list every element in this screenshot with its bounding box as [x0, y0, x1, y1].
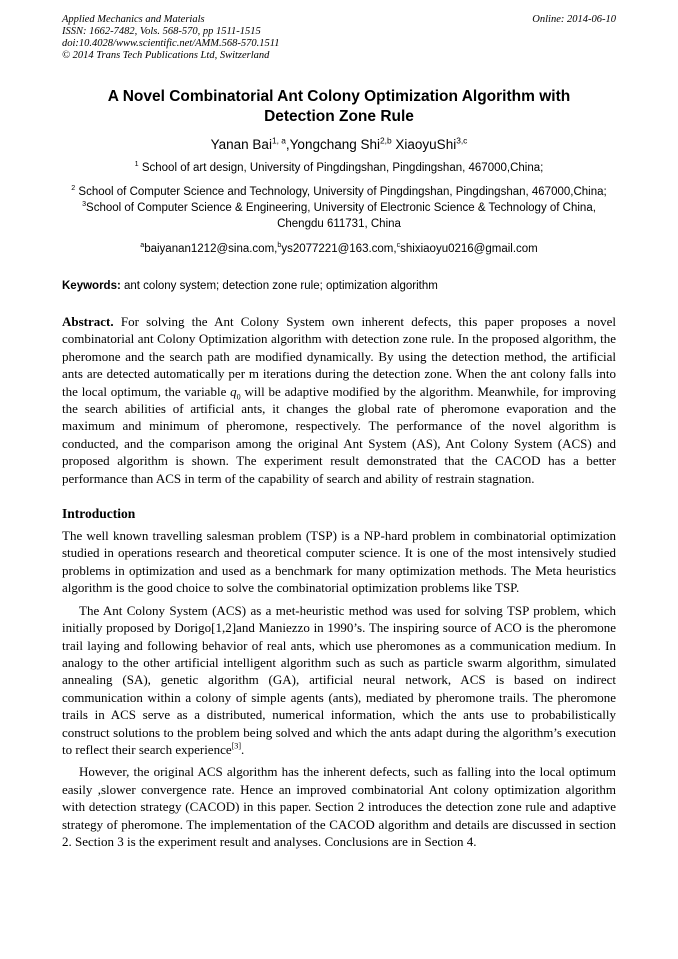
journal-name: Applied Mechanics and Materials [62, 14, 205, 25]
doi-line: doi:10.4028/www.scientific.net/AMM.568-570.1511 [62, 38, 280, 49]
issn-line: ISSN: 1662-7482, Vols. 568-570, pp 1511-1515 [62, 26, 261, 37]
copyright-line: © 2014 Trans Tech Publications Ltd, Switzerland [62, 50, 270, 61]
intro-paragraph-3: However, the original ACS algorithm has the inherent defects, such as falling into the local optimum easily ,slower convergence rate. Hence an improved combinatorial Ant colony optimization algorithm with detection strategy (CACOD) in this paper. Section 2 introduces the detection zone rule and adaptive strategy of pheromone. The implementation of the CACOD algorithm and details are discussed in section 2. Section 3 is the experiment result and analyses. Conclusions are in Section 4. [62, 764, 616, 849]
authors-line: Yanan Bai$^{1, a}$,Yongchang Shi$^{2,b}$ XiaoyuShi$^{3,c}$ [210, 135, 468, 152]
online-date: Online: 2014-06-10 [532, 14, 616, 25]
affiliation-2-3: $^2$ School of Computer Science and Technology, University of Pingdingshan, Pingdingshan, 467000,China; $^3$School of Computer Science & Engineering, University of Electronic Science & Technology of China, Chengdu 611731, China [71, 184, 607, 230]
publication-info [62, 14, 279, 62]
author-emails: $^a$baiyanan1212@sina.com,$^b$ys2077221@163.com,$^c$shixiaoyu0216@gmail.com [140, 241, 538, 255]
intro-paragraph-2: The Ant Colony System (ACS) as a met-heuristic method was used for solving TSP problem, which initially proposed by Dorigo[1,2]and Maniezzo in 1990’s. The inspiring source of ACO is the pheromone trail laying and following behavior of real ants, which use pheromones as a communication medium. In analogy to the other artificial intelligent algorithm such as such as particle swarm algorithm, simulated annealing (SA), genetic algorithm (GA), artificial neural network, ACS is based on indirect communication within a colony of simple agents (ants), mediated by pheromone trails. The pheromone trails in ACS serve as a distributed, numerical information, which the ants use to probabilistically construct solutions to the problem being solved and which the ants adapt during the algorithm’s execution to reflect their search experience[3]. [62, 602, 616, 757]
section-heading-introduction: Introduction [62, 506, 136, 522]
keywords-line: Keywords: ant colony system; detection zone rule; optimization algorithm [62, 280, 438, 292]
affiliation-1: $^1$ School of art design, University of Pingdingshan, Pingdingshan, 467000,China; [134, 160, 544, 174]
publication-header [62, 14, 616, 62]
paper-title: A Novel Combinatorial Ant Colony Optimization Algorithm with Detection Zone Rule [107, 88, 571, 125]
abstract-paragraph: Abstract. For solving the Ant Colony System own inherent defects, this paper proposes a novel combinatorial ant Colony Optimization algorithm with detection zone rule. In the proposed algorithm, the pheromone and the search path are modified dynamically. By using the detection method, the artificial ants are detected automatically per m iterations during the detection zone. When the ant colony falls into the local optimum, the variable $q_0$ will be adaptive modified by the algorithm. Meanwhile, for improving the search abilities of artificial ants, it changes the global rate of pheromone evaporation and the maximum and minimum of pheromone, respectively. The performance of the novel algorithm is conducted, and the comparison among the original Ant System (AS), Ant Colony System (ACS) and proposed algorithm is shown. The experiment result demonstrated that the CACOD has a better performance than ACS in term of the capability of search and ability of restrain stagnation. [62, 314, 616, 486]
intro-paragraph-1: The well known travelling salesman problem (TSP) is a NP-hard problem in combinatorial optimization studied in operations research and theoretical computer science. It is one of the most intensively studied problems in optimization and used as a benchmark for many optimization methods. The Meta heuristics algorithm is the good choice to solve the combinatorial optimization problems like TSP. [62, 528, 616, 596]
